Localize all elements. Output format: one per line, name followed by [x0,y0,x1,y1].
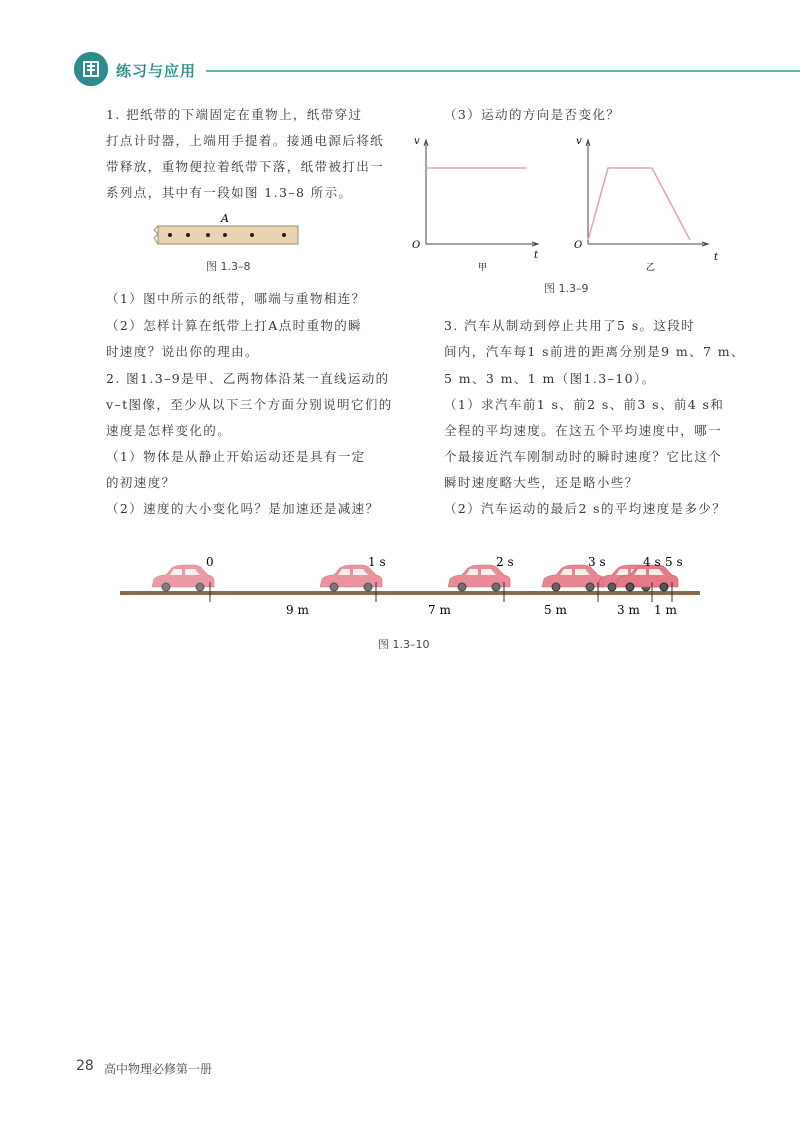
q3-sub-2: （2）汽车运动的最后2 s的平均速度是多少？ [444,501,727,516]
time-label-1: 1 s [368,555,386,569]
ground [120,591,700,595]
graph-jia [412,136,539,272]
fig-1-3-9-caption: 图 1.3–9 [544,282,589,295]
q1-sub-2: （2）怎样计算在纸带上打A点时重物的瞬 [106,318,363,333]
tape-dot [223,233,227,237]
q3-sub-1-line-3: 个最接近汽车刚制动时的瞬时速度？它比这个 [444,449,723,464]
tape-dot [186,233,190,237]
q3-line-1: 3. 汽车从制动到停止共用了5 s。这段时 [444,318,696,333]
q1-line-2: 打点计时器，上端用手提着。接通电源后将纸 [106,133,385,148]
section-icon [74,52,108,86]
paper-tape-figure [150,212,310,252]
q1-line-1: 1. 把纸带的下端固定在重物上，纸带穿过 [106,107,363,122]
distance-label-5: 1 m [654,603,677,617]
q2-sub-4: （3）运动的方向是否变化？ [444,107,621,122]
car-braking-figure [110,548,710,628]
distance-label-1: 9 m [286,603,309,617]
tape-dot [282,233,286,237]
fig-1-3-10-caption: 图 1.3–10 [378,638,430,651]
q1-line-3: 带释放，重物便拉着纸带下落，纸带被打出一 [106,159,385,174]
q3-sub-1-line-4: 瞬时速度略大些，还是略小些？ [444,475,639,490]
axis-v-label: v [414,136,420,147]
distance-label-4: 3 m [617,603,640,617]
q2-sub-3: （2）速度的大小变化吗？是加速还是减速？ [106,501,380,516]
label-yi: 乙 [646,263,656,272]
tape-dot [168,233,172,237]
axis-t-label: t [714,252,719,263]
axis-t-label: t [534,250,539,261]
q3-sub-1-line-2: 全程的平均速度。在这五个平均速度中，哪一 [444,423,723,438]
yi-curve [588,168,690,240]
label-jia: 甲 [478,263,488,272]
book-title: 高中物理必修第一册 [104,1062,213,1076]
q2-sub-1: （1）物体是从静止开始运动还是具有一定 [106,449,366,464]
time-label-0: 0 [206,555,214,569]
origin-label: O [412,240,421,251]
q1-sub-1: （1）图中所示的纸带，哪端与重物相连？ [106,291,366,306]
axis-v-label: v [576,136,582,147]
q2-sub-2: 的初速度？ [106,475,176,490]
q3-line-3: 5 m、3 m、1 m（图1.3–10）。 [444,371,656,386]
q1-line-4: 系列点，其中有一段如图 1.3–8 所示。 [106,185,353,200]
graph-yi [574,136,719,272]
tape-dot [206,233,210,237]
distance-label-3: 5 m [544,603,567,617]
q2-line-3: 速度是怎样变化的。 [106,423,232,438]
page-number: 28 [76,1058,94,1074]
q2-line-2: v–t图像，至少从以下三个方面分别说明它们的 [106,397,393,412]
q3-line-2: 间内，汽车每1 s前进的距离分别是9 m、7 m、 [444,344,745,359]
header-rule [206,70,800,72]
fig-1-3-8-caption: 图 1.3–8 [206,260,251,273]
vt-graphs-figure [408,132,728,272]
time-label-4: 4 s [643,555,661,569]
origin-label: O [574,240,583,251]
q1-sub-3: 时速度？说出你的理由。 [106,344,259,359]
section-title: 练习与应用 [116,62,197,80]
car-t0 [152,565,214,591]
q3-sub-1-line-1: （1）求汽车前1 s、前2 s、前3 s、前4 s和 [444,397,725,412]
time-label-2: 2 s [496,555,514,569]
distance-label-2: 7 m [428,603,451,617]
time-label-3: 3 s [588,555,606,569]
q2-line-1: 2. 图1.3–9是甲、乙两物体沿某一直线运动的 [106,371,390,386]
point-a-label: A [221,212,229,225]
time-label-5: 5 s [665,555,683,569]
tape-dot [250,233,254,237]
